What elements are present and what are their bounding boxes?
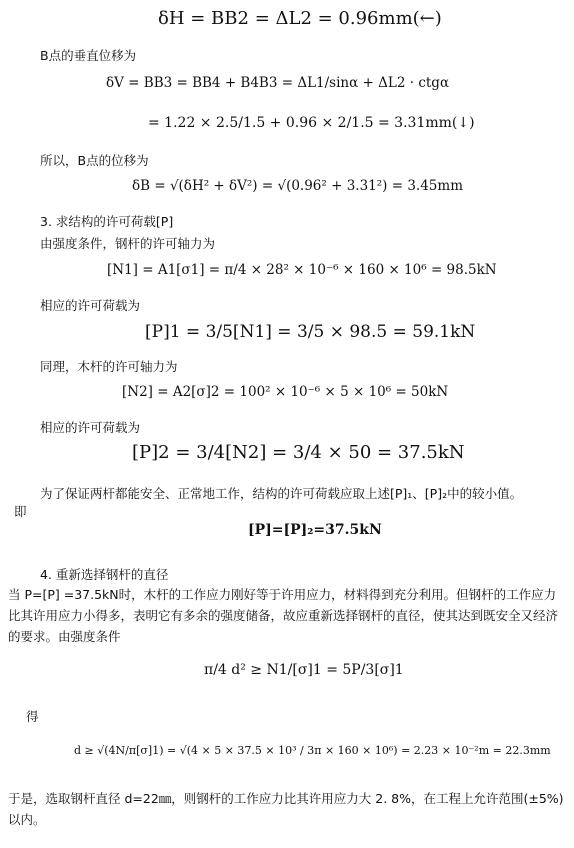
text-strength-steel: 由强度条件，钢杆的许可轴力为 — [40, 236, 216, 251]
text-so-b: 所以，B点的位移为 — [40, 153, 149, 168]
equation-n1: [N1] = A1[σ1] = π/4 × 28² × 10⁻⁶ × 160 × 10⁶ = 98.5kN — [107, 262, 497, 278]
paragraph-section-4: 当 P=[P] =37.5kN时，木杆的工作应力刚好等于许用应力，材料得到充分利用。但钢杆的工作应力比其许用应力小得多，表明它有多余的强度储备，故应重新选择钢杆的直径，使其达到既安全又经济的要求。由强度条件 — [8, 587, 559, 644]
equation-p-final: [P]=[P]₂=37.5kN — [248, 522, 382, 538]
text-b-vertical: B点的垂直位移为 — [40, 48, 137, 63]
equation-inequality: π/4 d² ≥ N1/[σ]1 = 5P/3[σ]1 — [204, 662, 404, 678]
equation-d-calc: d ≥ √(4N/π[σ]1) = √(4 × 5 × 37.5 × 10³ / 3π × 160 × 10⁶) = 2.23 × 10⁻²m = 22.3mm — [74, 744, 551, 757]
equation-delta-v-1: δV = BB3 = BB4 + B4B3 = ΔL1/sinα + ΔL2 · ctgα — [106, 75, 450, 91]
text-likewise-wood: 同理，木杆的许可轴力为 — [40, 359, 178, 374]
text-corresponding-1: 相应的许可荷载为 — [40, 298, 141, 313]
section-3-heading: 3. 求结构的许可荷载[P] — [40, 214, 174, 229]
section-4-heading: 4. 重新选择钢杆的直径 — [40, 567, 169, 582]
equation-p2: [P]2 = 3/4[N2] = 3/4 × 50 = 37.5kN — [132, 442, 465, 463]
text-corresponding-2: 相应的许可荷载为 — [40, 420, 141, 435]
paragraph-final: 于是，选取钢杆直径 d=22㎜，则钢杆的工作应力比其许用应力大 2. 8%，在工程上允许范围(±5%)以内。 — [8, 791, 564, 827]
equation-delta-b: δB = √(δH² + δV²) = √(0.96² + 3.31²) = 3.45mm — [132, 178, 463, 194]
equation-p1: [P]1 = 3/5[N1] = 3/5 × 98.5 = 59.1kN — [145, 322, 476, 342]
equation-delta-h: δH = BB2 = ΔL2 = 0.96mm(←) — [158, 8, 442, 29]
text-de: 得 — [26, 709, 39, 724]
paragraph-ensure: 为了保证两杆都能安全、正常地工作，结构的许可荷载应取上述[P]₁、[P]₂中的较小值。 — [40, 486, 523, 501]
text-ji: 即 — [14, 504, 27, 519]
equation-delta-v-2: = 1.22 × 2.5/1.5 + 0.96 × 2/1.5 = 3.31mm(↓) — [148, 115, 475, 131]
equation-n2: [N2] = A2[σ]2 = 100² × 10⁻⁶ × 5 × 10⁶ = 50kN — [122, 384, 449, 400]
